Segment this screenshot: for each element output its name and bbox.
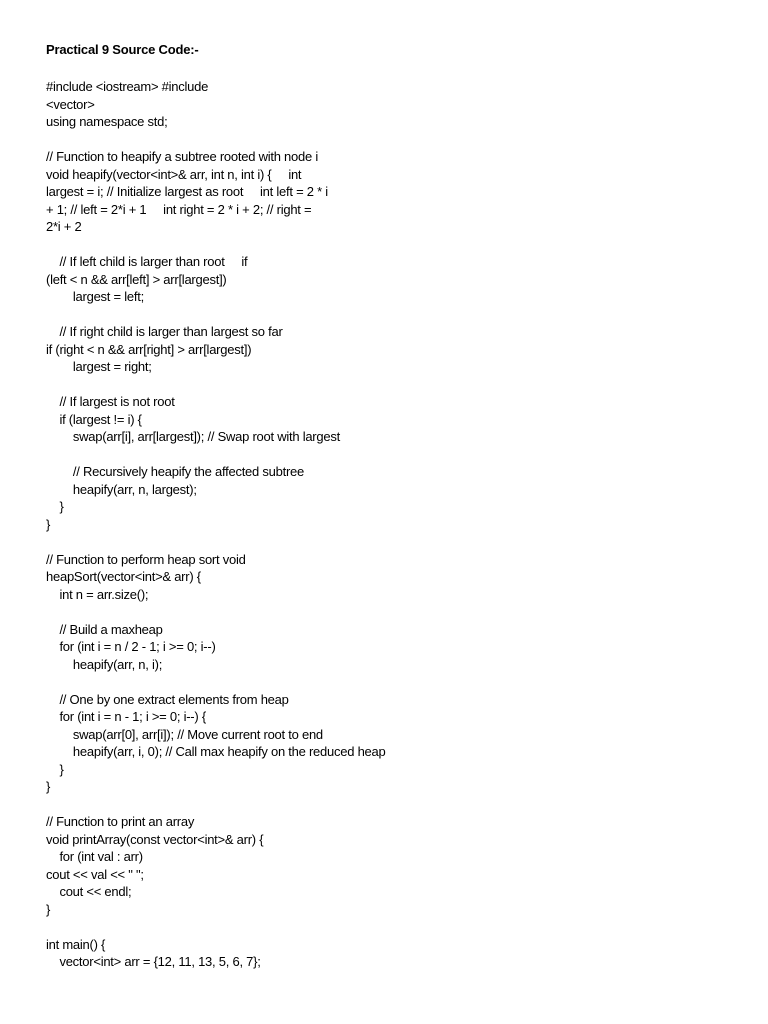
code-line: using namespace std; — [46, 114, 168, 129]
code-line — [46, 673, 386, 691]
code-line: void heapify(vector<int>& arr, int n, int i) { int — [46, 166, 302, 182]
code-line: heapify(arr, n, i); — [46, 656, 163, 672]
code-line — [46, 918, 386, 936]
code-line: for (int i = n - 1; i >= 0; i--) { — [46, 709, 206, 724]
code-line: } — [46, 761, 64, 777]
code-line: } — [46, 901, 51, 917]
code-line: if (largest != i) { — [46, 411, 142, 427]
code-line: <vector> — [46, 96, 95, 112]
code-line: for (int val : arr) — [46, 849, 143, 864]
code-line: int n = arr.size(); — [46, 586, 149, 602]
code-line — [46, 533, 386, 551]
code-line — [46, 306, 386, 324]
code-line — [46, 446, 386, 464]
code-line: cout << endl; — [46, 884, 132, 899]
code-line: // If left child is larger than root if — [46, 254, 248, 269]
code-line: // Function to print an array — [46, 814, 195, 829]
code-line: largest = i; // Initialize largest as root int left = 2 * i — [46, 184, 328, 199]
code-line: // Function to heapify a subtree rooted with node i — [46, 149, 318, 164]
code-line — [46, 376, 386, 394]
code-line: largest = left; — [46, 289, 144, 304]
code-line — [46, 131, 386, 149]
code-line: heapify(arr, n, largest); — [46, 481, 197, 497]
code-line — [46, 796, 386, 814]
code-line: swap(arr[0], arr[i]); // Move current root to end — [46, 726, 323, 742]
code-line: 2*i + 2 — [46, 219, 82, 234]
code-line: #include <iostream> #include — [46, 79, 209, 94]
code-line: // Function to perform heap sort void — [46, 551, 246, 567]
code-line — [46, 236, 386, 254]
code-line: void printArray(const vector<int>& arr) { — [46, 831, 264, 847]
code-line: swap(arr[i], arr[largest]); // Swap root with largest — [46, 429, 340, 444]
code-line: // Build a maxheap — [46, 621, 163, 637]
code-line: heapify(arr, i, 0); // Call max heapify on the reduced heap — [46, 744, 386, 759]
page-title: Practical 9 Source Code:- — [46, 42, 199, 57]
code-line: // Recursively heapify the affected subtree — [46, 464, 304, 479]
code-line: cout << val << " "; — [46, 866, 144, 882]
code-line: (left < n && arr[left] > arr[largest]) — [46, 271, 227, 287]
code-line: for (int i = n / 2 - 1; i >= 0; i--) — [46, 639, 216, 654]
code-line: // One by one extract elements from heap — [46, 691, 289, 707]
code-line: + 1; // left = 2*i + 1 int right = 2 * i + 2; // right = — [46, 201, 312, 217]
code-line: largest = right; — [46, 359, 152, 374]
code-line: int main() { — [46, 936, 106, 952]
code-line: } — [46, 516, 51, 532]
code-line: vector<int> arr = {12, 11, 13, 5, 6, 7}; — [46, 954, 261, 969]
code-line — [46, 603, 386, 621]
code-line: // If right child is larger than largest so far — [46, 324, 283, 339]
source-code-block — [46, 78, 386, 971]
code-line: } — [46, 499, 64, 514]
code-line: if (right < n && arr[right] > arr[largest]) — [46, 341, 252, 357]
code-line: } — [46, 779, 51, 794]
code-line: // If largest is not root — [46, 394, 175, 409]
code-line: heapSort(vector<int>& arr) { — [46, 569, 201, 584]
